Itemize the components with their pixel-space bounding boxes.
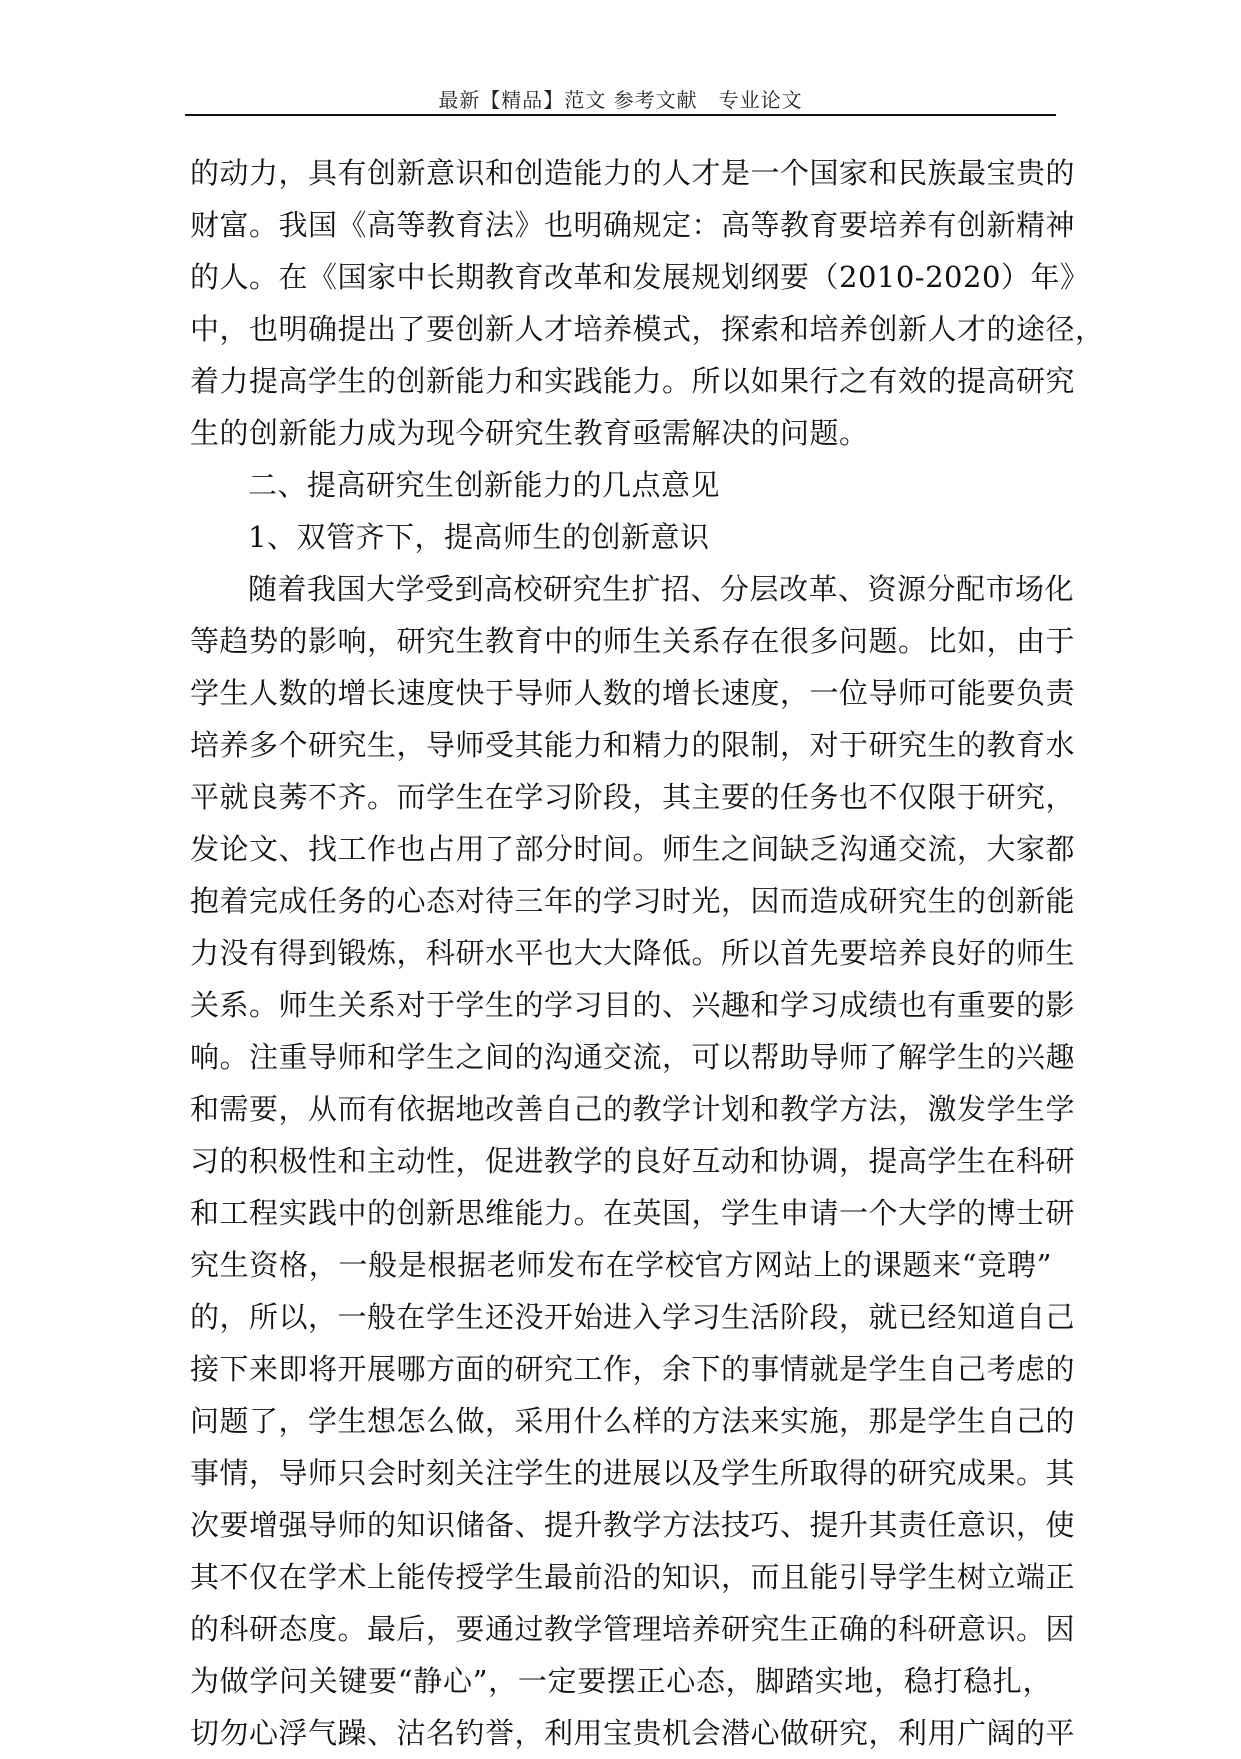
section-heading: 二、提高研究生创新能力的几点意见 [248, 468, 721, 502]
text-line: 学生人数的增长速度快于导师人数的增长速度，一位导师可能要负责 [190, 676, 1076, 710]
text-line: 生的创新能力成为现今研究生教育亟需解决的问题。 [190, 416, 869, 450]
text-line: 次要增强导师的知识储备、提升教学方法技巧、提升其责任意识，使 [190, 1508, 1076, 1542]
document-body [190, 147, 1105, 1759]
text-line: 中，也明确提出了要创新人才培养模式，探索和培养创新人才的途径， [190, 312, 1105, 346]
text-line: 和工程实践中的创新思维能力。在英国，学生申请一个大学的博士研 [190, 1196, 1076, 1230]
text-line: 等趋势的影响，研究生教育中的师生关系存在很多问题。比如，由于 [190, 624, 1076, 658]
text-line: 力没有得到锻炼，科研水平也大大降低。所以首先要培养良好的师生 [190, 936, 1076, 970]
text-line: 关系。师生关系对于学生的学习目的、兴趣和学习成绩也有重要的影 [190, 988, 1076, 1022]
text-line: 抱着完成任务的心态对待三年的学习时光，因而造成研究生的创新能 [190, 884, 1076, 918]
page-header: 最新【精品】范文 参考文献 专业论文 [438, 88, 803, 112]
text-line: 着力提高学生的创新能力和实践能力。所以如果行之有效的提高研究 [190, 364, 1076, 398]
text-line: 发论文、找工作也占用了部分时间。师生之间缺乏沟通交流，大家都 [190, 832, 1076, 866]
text-line: 的动力，具有创新意识和创造能力的人才是一个国家和民族最宝贵的 [190, 156, 1076, 190]
text-line: 问题了，学生想怎么做，采用什么样的方法来实施，那是学生自己的 [190, 1404, 1076, 1438]
text-line: 培养多个研究生，导师受其能力和精力的限制，对于研究生的教育水 [190, 728, 1076, 762]
text-line: 习的积极性和主动性，促进教学的良好互动和协调，提高学生在科研 [190, 1144, 1076, 1178]
text-line: 随着我国大学受到高校研究生扩招、分层改革、资源分配市场化 [248, 572, 1075, 606]
text-line: 事情，导师只会时刻关注学生的进展以及学生所取得的研究成果。其 [190, 1456, 1076, 1490]
text-line: 响。注重导师和学生之间的沟通交流，可以帮助导师了解学生的兴趣 [190, 1040, 1076, 1074]
header-divider [185, 114, 1056, 116]
text-line: 切勿心浮气躁、沽名钓誉，利用宝贵机会潜心做研究，利用广阔的平 [190, 1716, 1076, 1750]
text-line: 为做学问关键要“静心”，一定要摆正心态，脚踏实地，稳打稳扎， [190, 1664, 1052, 1698]
text-line: 财富。我国《高等教育法》也明确规定：高等教育要培养有创新精神 [190, 208, 1076, 242]
text-line: 的科研态度。最后，要通过教学管理培养研究生正确的科研意识。因 [190, 1612, 1076, 1646]
text-line: 平就良莠不齐。而学生在学习阶段，其主要的任务也不仅限于研究， [190, 780, 1076, 814]
subsection-heading: 1、双管齐下，提高师生的创新意识 [248, 520, 710, 554]
text-line: 的，所以，一般在学生还没开始进入学习生活阶段，就已经知道自己 [190, 1300, 1076, 1334]
text-line: 的人。在《国家中长期教育改革和发展规划纲要（2010-2020）年》 [190, 260, 1090, 294]
text-line: 和需要，从而有依据地改善自己的教学计划和教学方法，激发学生学 [190, 1092, 1076, 1126]
text-line: 究生资格，一般是根据老师发布在学校官方网站上的课题来“竞聘” [190, 1248, 1052, 1282]
text-line: 其不仅在学术上能传授学生最前沿的知识，而且能引导学生树立端正 [190, 1560, 1076, 1594]
text-line: 接下来即将开展哪方面的研究工作，余下的事情就是学生自己考虑的 [190, 1352, 1076, 1386]
